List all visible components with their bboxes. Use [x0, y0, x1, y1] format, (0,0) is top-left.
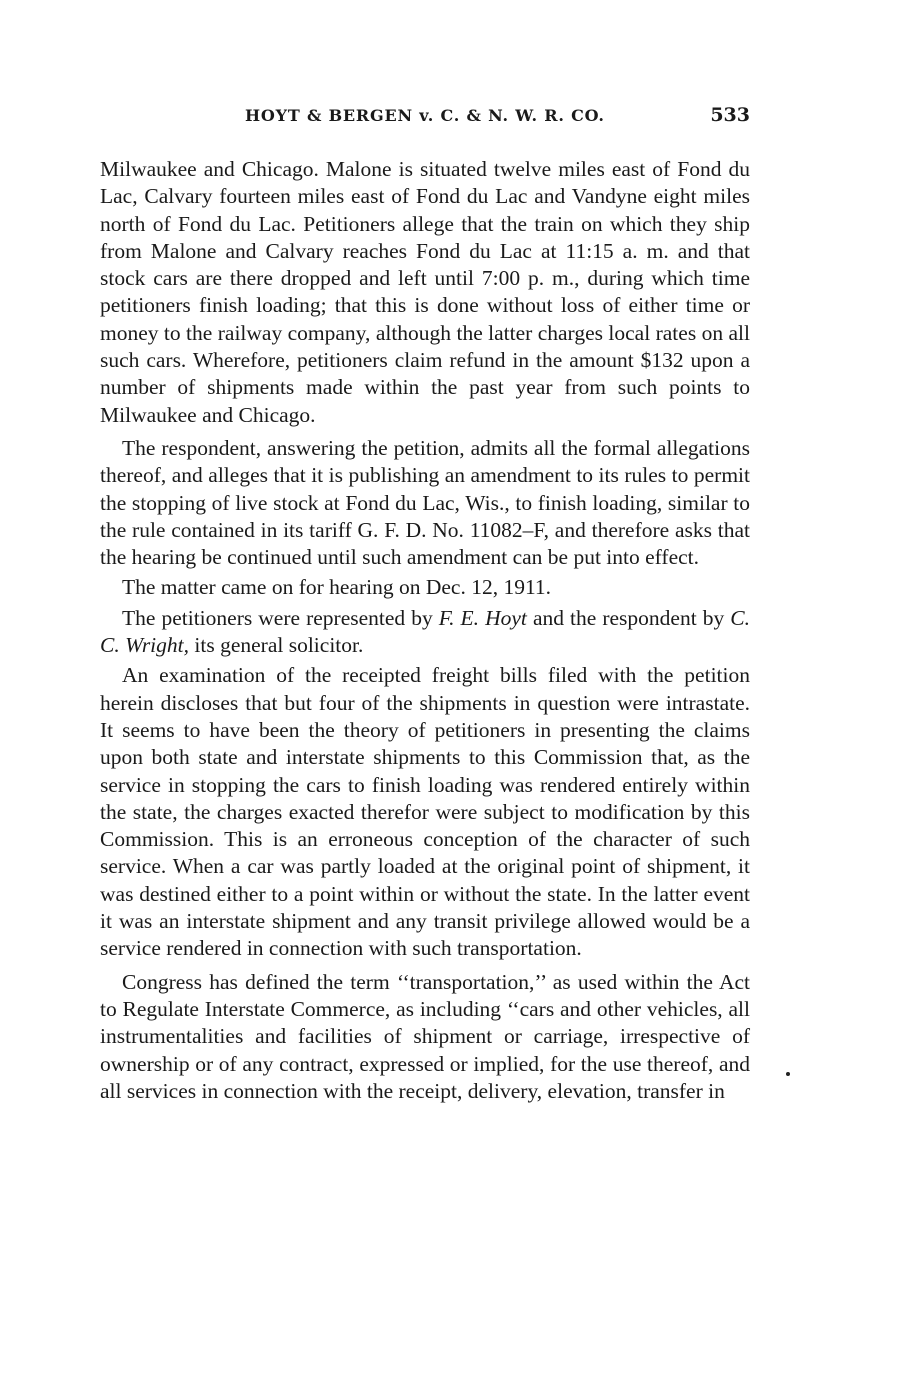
paragraph-congress-definition: Congress has defined the term ‘‘transportation,’’ as used within the Act to Regulate Interstate Commerce, as including ‘‘cars and other vehicles, all instrumentalities and facilities of shipment or carriage, irrespective of ownership or of any contract, expressed or implied, for the use thereof, and all services in connection with the receipt, delivery, elevation, transfer in: [100, 969, 750, 1103]
paragraph-continuation: Milwaukee and Chicago. Malone is situated twelve miles east of Fond du Lac, Calvary fourteen miles east of Fond du Lac and Vandyne eight miles north of Fond du Lac. Petitioners allege that the train on which they ship from Malone and Calvary reaches Fond du Lac at 11:15 a. m. and that stock cars are there dropped and left until 7:00 p. m., during which time petitioners finish loading; that this is done without loss of either time or money to the railway company, although the latter charges local rates on all such cars. Wherefore, petitioners claim refund in the amount $132 upon a number of shipments made within the past year from such points to Milwaukee and Chicago.: [100, 157, 750, 427]
page-number: 533: [710, 104, 750, 126]
petitioner-counsel-name: F. E. Hoyt: [438, 605, 527, 630]
paragraph-respondent-answer: The respondent, answering the petition, admits all the formal allegations thereof, and alleges that it is publishing an amendment to its rules to permit the stopping of live stock at Fond du Lac, Wis., to finish loading, similar to the rule contained in its tariff G. F. D. No. 11082–F, and therefore asks that the hearing be continued until such amendment can be put into effect.: [100, 435, 750, 570]
representation-mid: and the respondent by: [526, 605, 731, 630]
paragraph-examination: An examination of the receipted freight bills filed with the petition herein discloses that but four of the shipments in question were intrastate. It seems to have been the theory of petitioners in presenting the claims upon both state and interstate shipments to this Commission that, as the service in stopping the cars to finish loading was rendered entirely within the state, the charges exacted therefor were subject to modification by this Commission. This is an erroneous conception of the character of such service. When a car was partly loaded at the original point of shipment, it was destined either to a point within or without the state. In the latter event it was an interstate shipment and any transit privilege allowed would be a service rendered in connection with such transportation.: [100, 663, 750, 961]
running-head: [100, 104, 750, 134]
paragraph-hearing-date: The matter came on for hearing on Dec. 12, 1911.: [122, 575, 552, 600]
respondent-counsel-name: C. C. Wright,: [100, 605, 750, 658]
paragraph-representation: [100, 605, 750, 660]
margin-dot-mark: [786, 1072, 790, 1076]
body-text: [100, 156, 750, 1105]
running-title: HOYT & BERGEN v. C. & N. W. R. CO.: [245, 106, 605, 125]
representation-pre: The petitioners were represented by: [122, 605, 439, 630]
representation-post: its general solicitor.: [189, 633, 364, 658]
